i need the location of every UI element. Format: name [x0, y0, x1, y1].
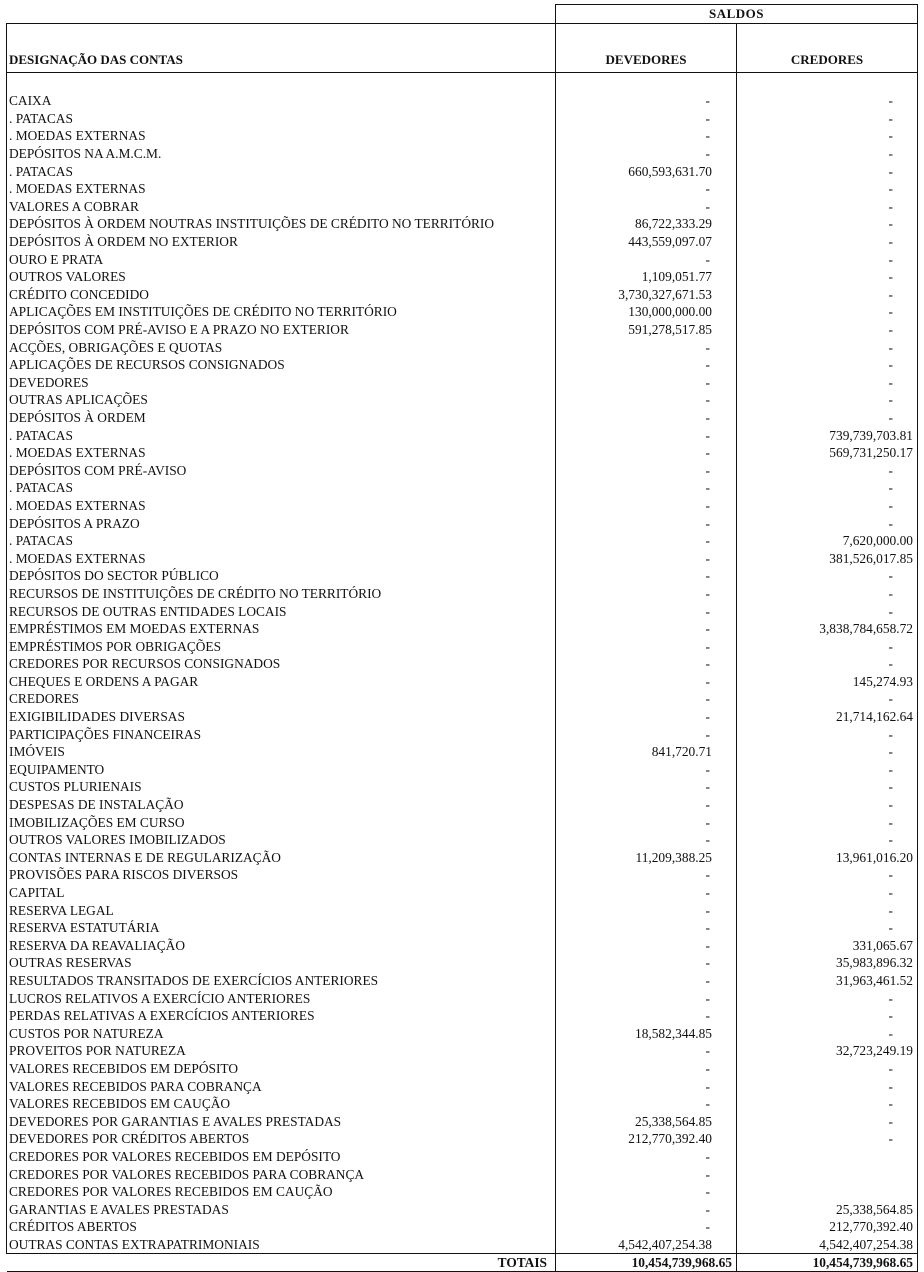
credores-value — [737, 1165, 918, 1183]
devedores-value: - — [556, 1095, 737, 1113]
balance-sheet — [6, 4, 917, 1272]
credores-value: - — [737, 303, 918, 321]
credores-value: - — [737, 374, 918, 392]
credores-value: 32,723,249.19 — [737, 1042, 918, 1060]
table-row — [7, 866, 918, 884]
account-name: CRÉDITOS ABERTOS — [7, 1218, 556, 1236]
devedores-value: 18,582,344.85 — [556, 1024, 737, 1042]
credores-value: 21,714,162.64 — [737, 708, 918, 726]
table-row — [7, 831, 918, 849]
table-row — [7, 374, 918, 392]
credores-value: - — [737, 1060, 918, 1078]
account-name: DEPÓSITOS À ORDEM NOUTRAS INSTITUIÇÕES DE CRÉDITO NO TERRITÓRIO — [7, 215, 556, 233]
credores-value: - — [737, 1130, 918, 1148]
table-row — [7, 268, 918, 286]
account-name: CHEQUES E ORDENS A PAGAR — [7, 673, 556, 691]
account-name: PERDAS RELATIVAS A EXERCÍCIOS ANTERIORES — [7, 1007, 556, 1025]
devedores-value: - — [556, 1200, 737, 1218]
devedores-value: 443,559,097.07 — [556, 233, 737, 251]
devedores-value: - — [556, 1148, 737, 1166]
table-row — [7, 989, 918, 1007]
table-row — [7, 585, 918, 603]
accounts-body — [7, 92, 918, 1254]
account-name: IMÓVEIS — [7, 743, 556, 761]
devedores-value: - — [556, 954, 737, 972]
table-row — [7, 1112, 918, 1130]
credores-value: 7,620,000.00 — [737, 532, 918, 550]
devedores-value: - — [556, 901, 737, 919]
designacao-header: DESIGNAÇÃO DAS CONTAS — [7, 24, 556, 73]
account-name: CUSTOS POR NATUREZA — [7, 1024, 556, 1042]
account-name: PROVEITOS POR NATUREZA — [7, 1042, 556, 1060]
account-name: OURO E PRATA — [7, 250, 556, 268]
devedores-value: - — [556, 1042, 737, 1060]
table-row — [7, 796, 918, 814]
credores-value: 381,526,017.85 — [737, 549, 918, 567]
account-name: EQUIPAMENTO — [7, 761, 556, 779]
devedores-value: 86,722,333.29 — [556, 215, 737, 233]
credores-value: - — [737, 321, 918, 339]
table-row — [7, 444, 918, 462]
table-row — [7, 92, 918, 110]
devedores-value: - — [556, 461, 737, 479]
credores-value: - — [737, 286, 918, 304]
credores-value: - — [737, 162, 918, 180]
account-name: . PATACAS — [7, 162, 556, 180]
devedores-value: - — [556, 127, 737, 145]
header-top-row — [7, 5, 918, 24]
devedores-value: - — [556, 919, 737, 937]
account-name: OUTROS VALORES — [7, 268, 556, 286]
table-row — [7, 708, 918, 726]
credores-value: - — [737, 778, 918, 796]
devedores-value: - — [556, 1183, 737, 1201]
devedores-value: - — [556, 391, 737, 409]
credores-value: - — [737, 884, 918, 902]
devedores-value: - — [556, 567, 737, 585]
devedores-value: - — [556, 1077, 737, 1095]
header-row — [7, 24, 918, 73]
devedores-value: - — [556, 549, 737, 567]
credores-value: - — [737, 725, 918, 743]
table-row — [7, 1095, 918, 1113]
account-name: OUTRAS APLICAÇÕES — [7, 391, 556, 409]
devedores-value: - — [556, 180, 737, 198]
devedores-value: - — [556, 673, 737, 691]
devedores-value: - — [556, 937, 737, 955]
devedores-value: - — [556, 409, 737, 427]
credores-value: 3,838,784,658.72 — [737, 620, 918, 638]
account-name: CAPITAL — [7, 884, 556, 902]
devedores-value: - — [556, 655, 737, 673]
account-name: CUSTOS PLURIENAIS — [7, 778, 556, 796]
account-name: VALORES RECEBIDOS PARA COBRANÇA — [7, 1077, 556, 1095]
table-row — [7, 180, 918, 198]
table-row — [7, 233, 918, 251]
account-name: DEVEDORES POR CRÉDITOS ABERTOS — [7, 1130, 556, 1148]
account-name: DEPÓSITOS À ORDEM — [7, 409, 556, 427]
totals-credores: 10,454,739,968.65 — [737, 1254, 918, 1272]
account-name: CREDORES POR VALORES RECEBIDOS PARA COBRANÇA — [7, 1165, 556, 1183]
credores-value: 13,961,016.20 — [737, 849, 918, 867]
account-name: EXIGIBILIDADES DIVERSAS — [7, 708, 556, 726]
credores-value: - — [737, 637, 918, 655]
account-name: RESERVA LEGAL — [7, 901, 556, 919]
account-name: ACÇÕES, OBRIGAÇÕES E QUOTAS — [7, 338, 556, 356]
totals-label: TOTAIS — [7, 1254, 556, 1272]
devedores-value: 660,593,631.70 — [556, 162, 737, 180]
credores-value: - — [737, 514, 918, 532]
table-row — [7, 1200, 918, 1218]
credores-value — [737, 1148, 918, 1166]
totals-devedores: 10,454,739,968.65 — [556, 1254, 737, 1272]
devedores-value: - — [556, 866, 737, 884]
account-name: CREDORES POR RECURSOS CONSIGNADOS — [7, 655, 556, 673]
account-name: DEPÓSITOS COM PRÉ-AVISO — [7, 461, 556, 479]
account-name: RECURSOS DE INSTITUIÇÕES DE CRÉDITO NO TERRITÓRIO — [7, 585, 556, 603]
account-name: . PATACAS — [7, 110, 556, 128]
table-row — [7, 1148, 918, 1166]
credores-value: - — [737, 585, 918, 603]
table-row — [7, 250, 918, 268]
credores-value: - — [737, 461, 918, 479]
credores-value: 331,065.67 — [737, 937, 918, 955]
credores-value: - — [737, 655, 918, 673]
devedores-value: - — [556, 690, 737, 708]
table-row — [7, 303, 918, 321]
credores-value: - — [737, 690, 918, 708]
table-row — [7, 937, 918, 955]
credores-value: - — [737, 497, 918, 515]
credores-value: - — [737, 215, 918, 233]
credores-value: - — [737, 1007, 918, 1025]
table-row — [7, 426, 918, 444]
account-name: OUTROS VALORES IMOBILIZADOS — [7, 831, 556, 849]
credores-value: - — [737, 567, 918, 585]
credores-header: CREDORES — [737, 24, 918, 73]
credores-value: - — [737, 250, 918, 268]
table-row — [7, 1007, 918, 1025]
account-name: DEPÓSITOS DO SECTOR PÚBLICO — [7, 567, 556, 585]
table-row — [7, 1024, 918, 1042]
table-row — [7, 972, 918, 990]
table-row — [7, 532, 918, 550]
credores-value: 4,542,407,254.38 — [737, 1236, 918, 1254]
credores-value: 25,338,564.85 — [737, 1200, 918, 1218]
account-name: EMPRÉSTIMOS EM MOEDAS EXTERNAS — [7, 620, 556, 638]
devedores-value: - — [556, 620, 737, 638]
table-row — [7, 514, 918, 532]
credores-value: - — [737, 92, 918, 110]
account-name: RECURSOS DE OUTRAS ENTIDADES LOCAIS — [7, 602, 556, 620]
account-name: DESPESAS DE INSTALAÇÃO — [7, 796, 556, 814]
devedores-value: - — [556, 110, 737, 128]
table-row — [7, 162, 918, 180]
devedores-value: - — [556, 972, 737, 990]
credores-value: - — [737, 602, 918, 620]
credores-value: - — [737, 743, 918, 761]
account-name: DEVEDORES — [7, 374, 556, 392]
devedores-value: - — [556, 92, 737, 110]
account-name: RESERVA DA REAVALIAÇÃO — [7, 937, 556, 955]
totals-row — [7, 1254, 918, 1272]
table-row — [7, 778, 918, 796]
saldos-header: SALDOS — [556, 5, 918, 24]
table-row — [7, 1077, 918, 1095]
credores-value: - — [737, 180, 918, 198]
devedores-value: 25,338,564.85 — [556, 1112, 737, 1130]
table-row — [7, 497, 918, 515]
table-row — [7, 919, 918, 937]
devedores-value: - — [556, 778, 737, 796]
credores-value: - — [737, 145, 918, 163]
devedores-value: - — [556, 1060, 737, 1078]
table-row — [7, 391, 918, 409]
account-name: . MOEDAS EXTERNAS — [7, 180, 556, 198]
credores-value: - — [737, 409, 918, 427]
devedores-value: 11,209,388.25 — [556, 849, 737, 867]
table-row — [7, 356, 918, 374]
devedores-value: - — [556, 374, 737, 392]
credores-value: - — [737, 901, 918, 919]
credores-value: 31,963,461.52 — [737, 972, 918, 990]
devedores-value: - — [556, 708, 737, 726]
devedores-value: 212,770,392.40 — [556, 1130, 737, 1148]
table-row — [7, 286, 918, 304]
credores-value: 569,731,250.17 — [737, 444, 918, 462]
table-row — [7, 549, 918, 567]
credores-value: 739,739,703.81 — [737, 426, 918, 444]
table-row — [7, 567, 918, 585]
credores-value: - — [737, 1095, 918, 1113]
table-row — [7, 813, 918, 831]
account-name: DEPÓSITOS NA A.M.C.M. — [7, 145, 556, 163]
account-name: RESULTADOS TRANSITADOS DE EXERCÍCIOS ANTERIORES — [7, 972, 556, 990]
table-row — [7, 602, 918, 620]
credores-value: - — [737, 233, 918, 251]
account-name: CREDORES POR VALORES RECEBIDOS EM DEPÓSITO — [7, 1148, 556, 1166]
credores-value: - — [737, 831, 918, 849]
account-name: VALORES RECEBIDOS EM DEPÓSITO — [7, 1060, 556, 1078]
devedores-value: - — [556, 479, 737, 497]
credores-value: - — [737, 1112, 918, 1130]
table-row — [7, 673, 918, 691]
devedores-value: - — [556, 514, 737, 532]
devedores-value: 4,542,407,254.38 — [556, 1236, 737, 1254]
devedores-value: - — [556, 532, 737, 550]
credores-value: - — [737, 479, 918, 497]
table-row — [7, 620, 918, 638]
account-name: APLICAÇÕES EM INSTITUIÇÕES DE CRÉDITO NO TERRITÓRIO — [7, 303, 556, 321]
table-row — [7, 110, 918, 128]
table-row — [7, 743, 918, 761]
account-name: PARTICIPAÇÕES FINANCEIRAS — [7, 725, 556, 743]
devedores-value: - — [556, 426, 737, 444]
table-row — [7, 1236, 918, 1254]
table-row — [7, 1165, 918, 1183]
account-name: . MOEDAS EXTERNAS — [7, 444, 556, 462]
devedores-header: DEVEDORES — [556, 24, 737, 73]
devedores-value: - — [556, 1007, 737, 1025]
credores-value: - — [737, 391, 918, 409]
table-row — [7, 1060, 918, 1078]
credores-value: 145,274.93 — [737, 673, 918, 691]
devedores-value: - — [556, 1218, 737, 1236]
devedores-value: 130,000,000.00 — [556, 303, 737, 321]
credores-value: - — [737, 338, 918, 356]
table-row — [7, 1183, 918, 1201]
devedores-value: - — [556, 1165, 737, 1183]
account-name: VALORES RECEBIDOS EM CAUÇÃO — [7, 1095, 556, 1113]
account-name: CREDORES — [7, 690, 556, 708]
account-name: . MOEDAS EXTERNAS — [7, 549, 556, 567]
table-row — [7, 479, 918, 497]
devedores-value: - — [556, 145, 737, 163]
credores-value — [737, 1183, 918, 1201]
credores-value: - — [737, 127, 918, 145]
account-name: DEVEDORES POR GARANTIAS E AVALES PRESTADAS — [7, 1112, 556, 1130]
account-name: RESERVA ESTATUTÁRIA — [7, 919, 556, 937]
table-row — [7, 655, 918, 673]
devedores-value: - — [556, 602, 737, 620]
table-row — [7, 321, 918, 339]
credores-value: - — [737, 761, 918, 779]
devedores-value: - — [556, 761, 737, 779]
devedores-value: - — [556, 884, 737, 902]
table-row — [7, 215, 918, 233]
table-row — [7, 461, 918, 479]
credores-value: - — [737, 796, 918, 814]
account-name: VALORES A COBRAR — [7, 198, 556, 216]
credores-value: - — [737, 110, 918, 128]
devedores-value: - — [556, 356, 737, 374]
credores-value: - — [737, 356, 918, 374]
account-name: CRÉDITO CONCEDIDO — [7, 286, 556, 304]
table-row — [7, 1130, 918, 1148]
devedores-value: - — [556, 796, 737, 814]
account-name: CONTAS INTERNAS E DE REGULARIZAÇÃO — [7, 849, 556, 867]
account-name: CAIXA — [7, 92, 556, 110]
table-row — [7, 849, 918, 867]
account-name: LUCROS RELATIVOS A EXERCÍCIO ANTERIORES — [7, 989, 556, 1007]
credores-value: 212,770,392.40 — [737, 1218, 918, 1236]
account-name: PROVISÕES PARA RISCOS DIVERSOS — [7, 866, 556, 884]
devedores-value: - — [556, 831, 737, 849]
devedores-value: 1,109,051.77 — [556, 268, 737, 286]
account-name: DEPÓSITOS A PRAZO — [7, 514, 556, 532]
account-name: CREDORES POR VALORES RECEBIDOS EM CAUÇÃO — [7, 1183, 556, 1201]
table-row — [7, 884, 918, 902]
table-row — [7, 1042, 918, 1060]
account-name: DEPÓSITOS À ORDEM NO EXTERIOR — [7, 233, 556, 251]
accounts-table — [6, 4, 918, 1272]
credores-value: 35,983,896.32 — [737, 954, 918, 972]
table-row — [7, 690, 918, 708]
credores-value: - — [737, 989, 918, 1007]
credores-value: - — [737, 268, 918, 286]
devedores-value: - — [556, 444, 737, 462]
spacer-row — [7, 73, 918, 93]
devedores-value: - — [556, 585, 737, 603]
account-name: . MOEDAS EXTERNAS — [7, 497, 556, 515]
devedores-value: - — [556, 725, 737, 743]
table-row — [7, 1218, 918, 1236]
devedores-value: - — [556, 338, 737, 356]
devedores-value: - — [556, 198, 737, 216]
account-name: OUTRAS RESERVAS — [7, 954, 556, 972]
devedores-value: - — [556, 989, 737, 1007]
devedores-value: - — [556, 250, 737, 268]
credores-value: - — [737, 919, 918, 937]
account-name: . PATACAS — [7, 532, 556, 550]
table-row — [7, 409, 918, 427]
credores-value: - — [737, 198, 918, 216]
account-name: GARANTIAS E AVALES PRESTADAS — [7, 1200, 556, 1218]
table-row — [7, 198, 918, 216]
account-name: EMPRÉSTIMOS POR OBRIGAÇÕES — [7, 637, 556, 655]
table-row — [7, 127, 918, 145]
table-row — [7, 761, 918, 779]
credores-value: - — [737, 1024, 918, 1042]
account-name: APLICAÇÕES DE RECURSOS CONSIGNADOS — [7, 356, 556, 374]
credores-value: - — [737, 866, 918, 884]
account-name: DEPÓSITOS COM PRÉ-AVISO E A PRAZO NO EXTERIOR — [7, 321, 556, 339]
table-row — [7, 145, 918, 163]
devedores-value: - — [556, 813, 737, 831]
credores-value: - — [737, 813, 918, 831]
account-name: . PATACAS — [7, 426, 556, 444]
table-row — [7, 954, 918, 972]
devedores-value: 591,278,517.85 — [556, 321, 737, 339]
account-name: . MOEDAS EXTERNAS — [7, 127, 556, 145]
account-name: . PATACAS — [7, 479, 556, 497]
devedores-value: 841,720.71 — [556, 743, 737, 761]
devedores-value: - — [556, 497, 737, 515]
credores-value: - — [737, 1077, 918, 1095]
account-name: OUTRAS CONTAS EXTRAPATRIMONIAIS — [7, 1236, 556, 1254]
table-row — [7, 637, 918, 655]
account-name: IMOBILIZAÇÕES EM CURSO — [7, 813, 556, 831]
table-row — [7, 725, 918, 743]
table-row — [7, 901, 918, 919]
devedores-value: 3,730,327,671.53 — [556, 286, 737, 304]
table-row — [7, 338, 918, 356]
devedores-value: - — [556, 637, 737, 655]
